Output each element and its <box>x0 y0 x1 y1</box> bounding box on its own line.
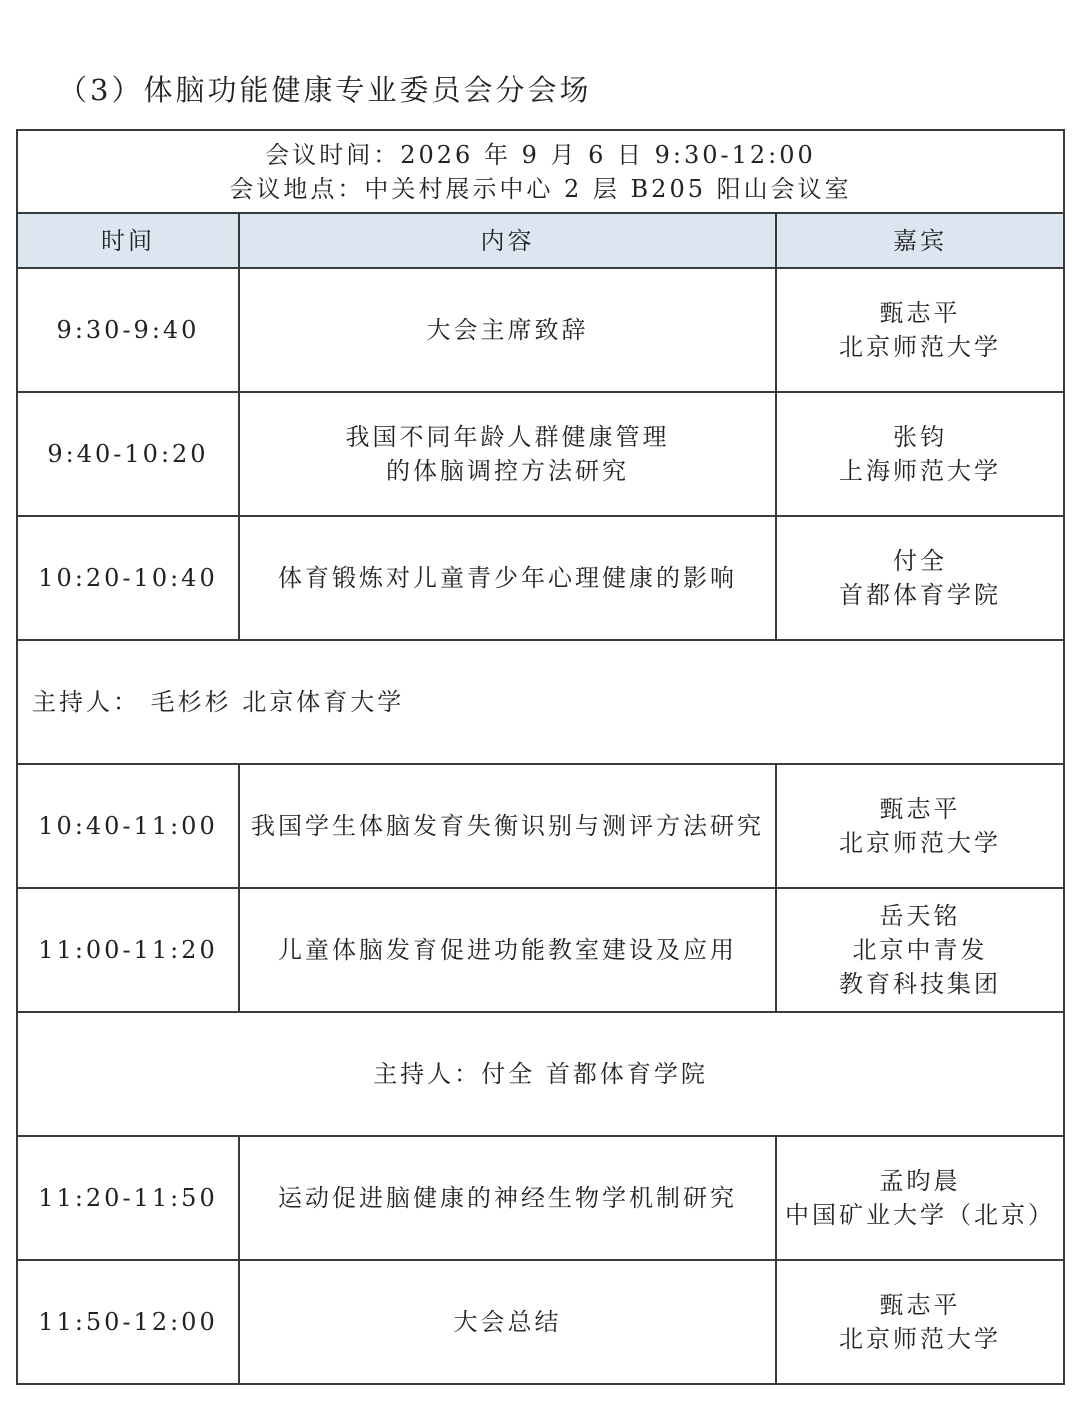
row-time: 10:40-11:00 <box>17 764 239 888</box>
row-guest: 岳天铭 北京中青发 教育科技集团 <box>776 888 1064 1012</box>
row-guest: 张钧 上海师范大学 <box>776 392 1064 516</box>
row-time: 11:20-11:50 <box>17 1136 239 1260</box>
row-content: 我国不同年龄人群健康管理 的体脑调控方法研究 <box>239 392 776 516</box>
row-time: 11:00-11:20 <box>17 888 239 1012</box>
row-guest: 付全 首都体育学院 <box>776 516 1064 640</box>
row-guest: 甄志平 北京师范大学 <box>776 764 1064 888</box>
table-row <box>17 1260 1064 1384</box>
host-row <box>17 640 1064 764</box>
meeting-info-row <box>17 130 1064 213</box>
section-heading: （3）体脑功能健康专业委员会分会场 <box>58 73 592 107</box>
row-time: 10:20-10:40 <box>17 516 239 640</box>
table-header-row <box>17 213 1064 268</box>
row-content: 运动促进脑健康的神经生物学机制研究 <box>239 1136 776 1260</box>
row-guest: 甄志平 北京师范大学 <box>776 1260 1064 1384</box>
row-content: 我国学生体脑发育失衡识别与测评方法研究 <box>239 764 776 888</box>
meeting-info-cell <box>17 130 1064 213</box>
table-row <box>17 764 1064 888</box>
host-cell: 主持人： 毛杉杉 北京体育大学 <box>17 640 1064 764</box>
row-time: 9:30-9:40 <box>17 268 239 392</box>
host-row <box>17 1012 1064 1136</box>
row-guest: 孟昀晨 中国矿业大学（北京） <box>776 1136 1064 1260</box>
meeting-place: 会议地点：中关村展示中心 2 层 B205 阳山会议室 <box>229 174 852 203</box>
agenda-table <box>16 129 1065 1385</box>
row-content: 大会主席致辞 <box>239 268 776 392</box>
row-guest: 甄志平 北京师范大学 <box>776 268 1064 392</box>
row-time: 9:40-10:20 <box>17 392 239 516</box>
host-cell: 主持人：付全 首都体育学院 <box>17 1012 1064 1136</box>
table-row <box>17 516 1064 640</box>
column-header-content: 内容 <box>239 213 776 268</box>
column-header-time: 时间 <box>17 213 239 268</box>
row-content: 体育锻炼对儿童青少年心理健康的影响 <box>239 516 776 640</box>
table-row <box>17 268 1064 392</box>
row-time: 11:50-12:00 <box>17 1260 239 1384</box>
table-row <box>17 888 1064 1012</box>
table-row <box>17 1136 1064 1260</box>
meeting-time: 会议时间：2026 年 9 月 6 日 9:30-12:00 <box>265 140 816 169</box>
table-row <box>17 392 1064 516</box>
column-header-guest: 嘉宾 <box>776 213 1064 268</box>
row-content: 大会总结 <box>239 1260 776 1384</box>
row-content: 儿童体脑发育促进功能教室建设及应用 <box>239 888 776 1012</box>
